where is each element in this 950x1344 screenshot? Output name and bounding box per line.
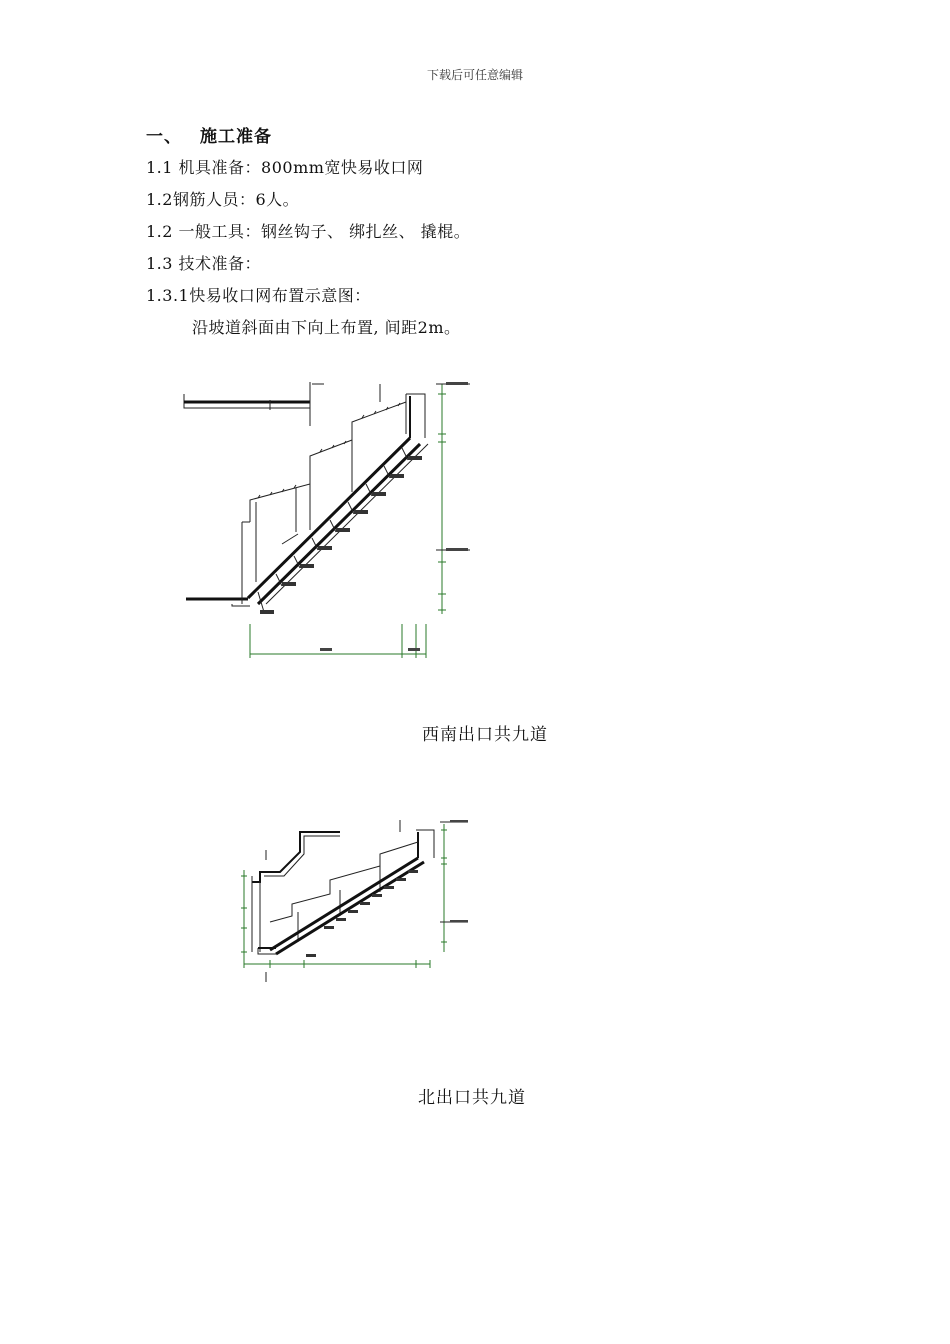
section-title-text: 施工准备 <box>200 127 272 147</box>
item-1-1-equipment: 1.1 机具准备：800mm宽快易收口网 <box>146 158 424 177</box>
item-1-2-staff: 1.2钢筋人员：6人。 <box>146 190 300 209</box>
item-1-3-1-layout-diagram: 1.3.1快易收口网布置示意图： <box>146 286 371 305</box>
north-exit-caption: 北出口共九道 <box>418 1088 526 1108</box>
item-1-2-tools: 1.2 一般工具：钢丝钩子、 绑扎丝、 撬棍。 <box>146 222 471 241</box>
item-1-3-tech-prep: 1.3 技术准备： <box>146 254 262 273</box>
section-title <box>146 122 272 147</box>
section-number: 一、 <box>146 127 182 147</box>
header-note: 下载后可任意编辑 <box>426 68 523 82</box>
layout-description: 沿坡道斜面由下向上布置, 间距2m。 <box>192 318 461 337</box>
north-exit-drawing <box>230 812 470 987</box>
southwest-exit-drawing <box>170 372 480 662</box>
southwest-exit-caption: 西南出口共九道 <box>422 725 548 745</box>
